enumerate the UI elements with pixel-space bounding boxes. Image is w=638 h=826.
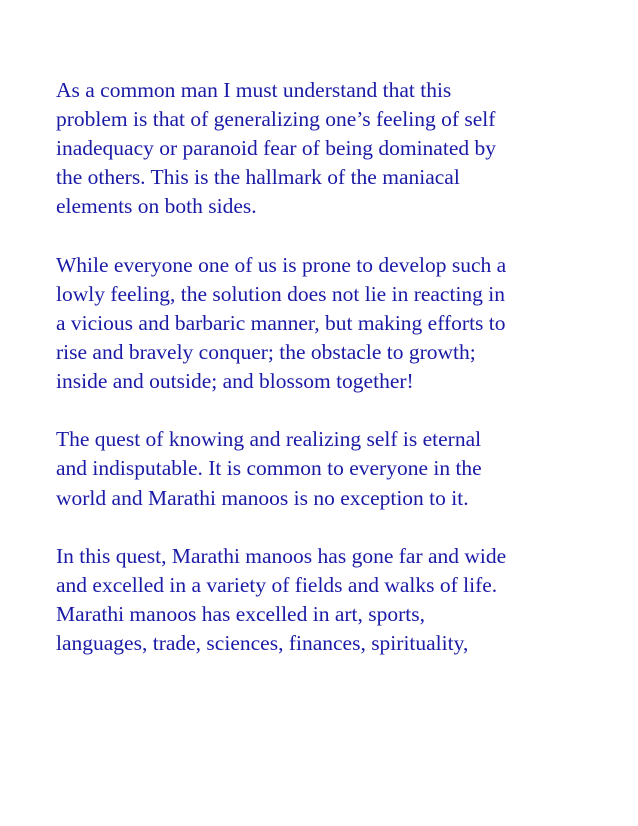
text-line: the others. This is the hallmark of the maniacal xyxy=(56,165,460,190)
text-line: inside and outside; and blossom together! xyxy=(56,369,414,394)
paragraph-lowly-feeling xyxy=(56,251,636,396)
document-body xyxy=(56,76,636,687)
text-line: languages, trade, sciences, finances, spirituality, xyxy=(56,631,469,656)
text-line: rise and bravely conquer; the obstacle to growth; xyxy=(56,339,476,364)
paragraph-marathi-manoos xyxy=(56,542,636,658)
text-line: elements on both sides. xyxy=(56,194,257,219)
text-line: problem is that of generalizing one’s feeling of self xyxy=(56,107,496,132)
text-line: world and Marathi manoos is no exception to it. xyxy=(56,485,469,510)
text-line: and indisputable. It is common to everyone in the xyxy=(56,456,482,481)
paragraph-common-man xyxy=(56,76,636,221)
text-line: inadequacy or paranoid fear of being dominated by xyxy=(56,136,496,161)
text-line: As a common man I must understand that this xyxy=(56,78,452,102)
text-line: The quest of knowing and realizing self is eternal xyxy=(56,427,482,452)
text-line: While everyone one of us is prone to develop such a xyxy=(56,252,507,277)
text-line: and excelled in a variety of fields and walks of life. xyxy=(56,572,498,597)
text-line: lowly feeling, the solution does not lie in reacting in xyxy=(56,281,506,306)
paragraph-quest-of-knowing xyxy=(56,425,636,512)
text-line: Marathi manoos has excelled in art, sports, xyxy=(56,601,425,626)
text-line: In this quest, Marathi manoos has gone far and wide xyxy=(56,543,507,568)
text-line: a vicious and barbaric manner, but making efforts to xyxy=(56,310,506,335)
